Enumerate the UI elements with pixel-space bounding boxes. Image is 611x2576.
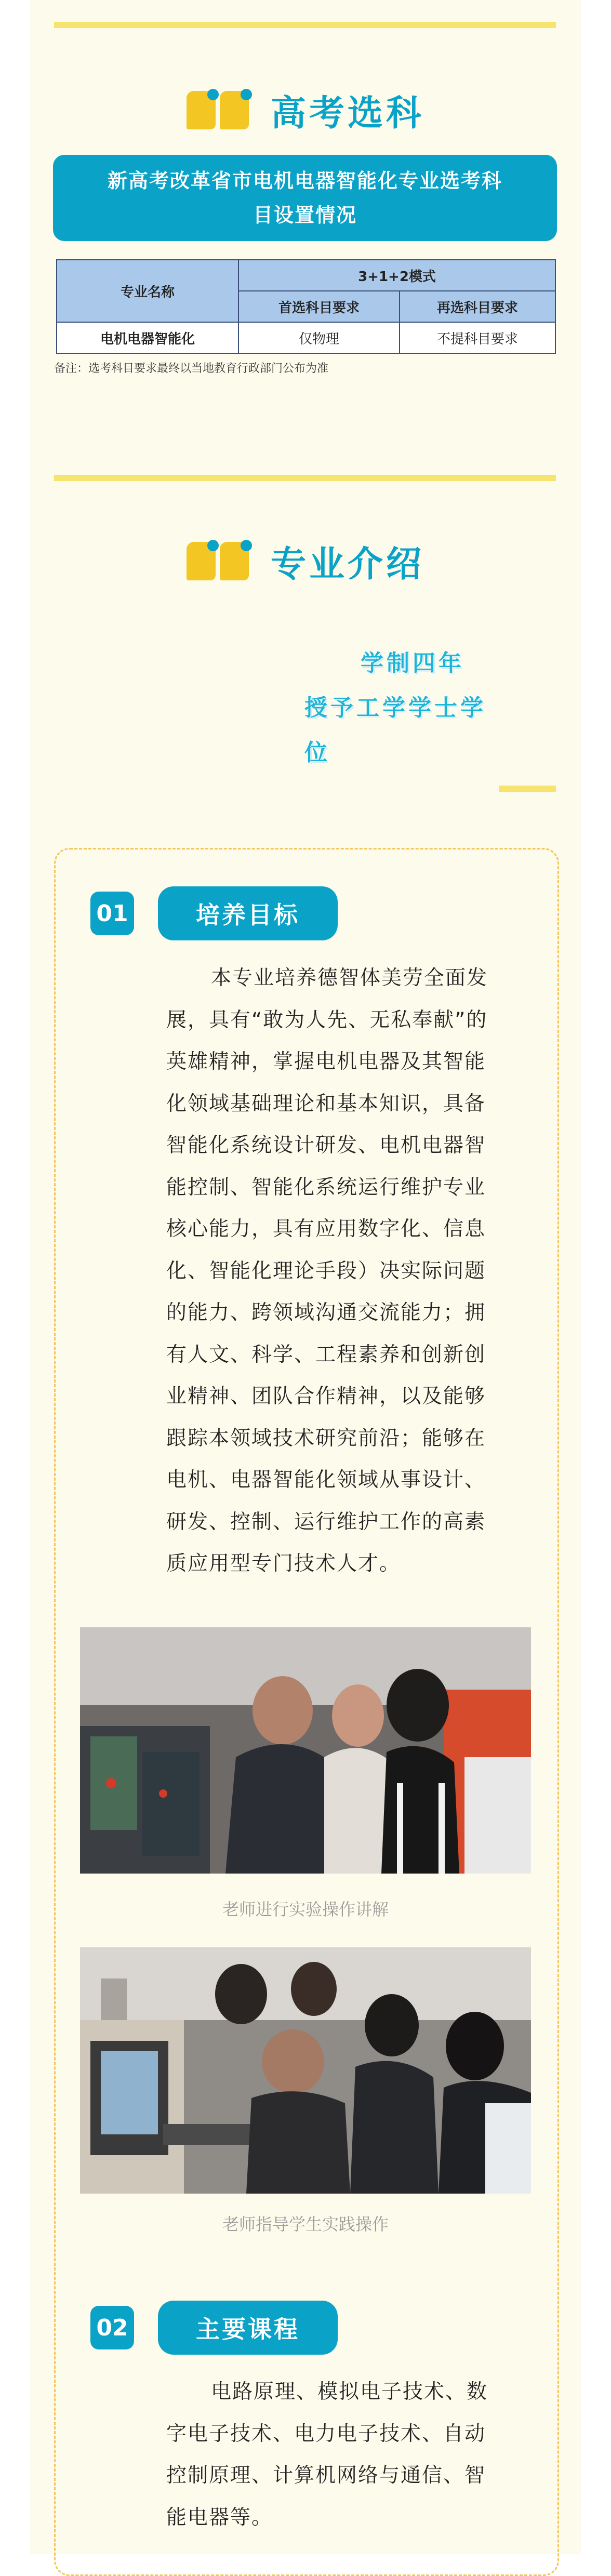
tagline-underline: [499, 786, 556, 792]
courses-heading: 主要课程: [158, 2301, 338, 2355]
header-first: 首选科目要求: [238, 291, 400, 322]
header-major: 专业名称: [57, 260, 238, 322]
photo-caption: 老师指导学生实践操作: [222, 2214, 389, 2234]
banner-line: 新高考改革省市电机电器智能化专业选考科: [107, 169, 502, 192]
section-title-intro: [30, 536, 581, 587]
subject-table: [56, 259, 556, 354]
text-line: 字电子技术、电力电子技术、自动: [166, 2422, 486, 2446]
banner-line: 目设置情况: [253, 204, 357, 227]
subject-banner: [53, 155, 557, 241]
text-line: 电机、电器智能化领域从事设计、: [166, 1468, 486, 1492]
text-line: 能控制、智能化系统运行维护专业: [166, 1175, 486, 1199]
quote-icon: [187, 89, 253, 132]
number-badge: 02: [90, 2306, 134, 2349]
header-second: 再选科目要求: [400, 291, 555, 322]
text-line: 电路原理、模拟电子技术、数: [211, 2380, 488, 2404]
text-line: 控制原理、计算机网络与通信、智: [166, 2464, 486, 2487]
section-divider: [54, 475, 556, 481]
text-line: 业精神、团队合作精神，以及能够: [166, 1385, 486, 1408]
lab-photo-demonstration: [80, 1627, 531, 1874]
goal-heading: 培养目标: [158, 886, 338, 940]
section-title-exam: [30, 85, 581, 136]
courses-paragraph: [166, 2371, 551, 2539]
number-badge: 01: [90, 892, 134, 935]
text-line: 展，具有“敢为人先、无私奉献”的: [166, 1008, 488, 1032]
section-title-text: 专业介绍: [270, 544, 424, 585]
text-line: 智能化系统设计研发、电机电器智: [166, 1134, 486, 1157]
page-background: [30, 0, 581, 2554]
text-line: 化领域基础理论和基本知识，具备: [166, 1092, 486, 1116]
text-line: 质应用型专门技术人才。: [166, 1552, 401, 1575]
table-note: 备注：选考科目要求最终以当地教育行政部门公布为准: [54, 362, 329, 375]
quote-icon: [187, 540, 253, 583]
photo-caption: 老师进行实验操作讲解: [222, 1900, 389, 1919]
text-line: 有人文、科学、工程素养和创新创: [166, 1343, 486, 1366]
goal-paragraph: [166, 958, 551, 1585]
text-line: 的能力、跨领域沟通交流能力；拥: [166, 1301, 486, 1324]
tagline-degree: 授予工学学士学: [304, 695, 486, 721]
text-line: 化、智能化理论手段）决实际问题: [166, 1259, 486, 1283]
top-divider: [54, 22, 556, 28]
cell-first: 仅物理: [238, 322, 400, 353]
text-line: 核心能力，具有应用数字化、信息: [166, 1217, 486, 1241]
text-line: 跟踪本领域技术研究前沿；能够在: [166, 1426, 486, 1450]
header-mode: 3+1+2模式: [238, 260, 555, 291]
text-line: 能电器等。: [166, 2505, 273, 2529]
tagline-degree-cont: 位: [304, 739, 330, 766]
lab-photo-practice: [80, 1947, 531, 2194]
text-line: 研发、控制、运行维护工作的高素: [166, 1510, 486, 1534]
cell-major: 电机电器智能化: [57, 322, 238, 353]
text-line: 本专业培养德智体美劳全面发: [211, 966, 488, 990]
tagline-duration: 学制四年: [361, 650, 464, 676]
text-line: 英雄精神，掌握电机电器及其智能: [166, 1050, 486, 1073]
cell-second: 不提科目要求: [400, 322, 555, 353]
section-title-text: 高考选科: [270, 93, 424, 134]
